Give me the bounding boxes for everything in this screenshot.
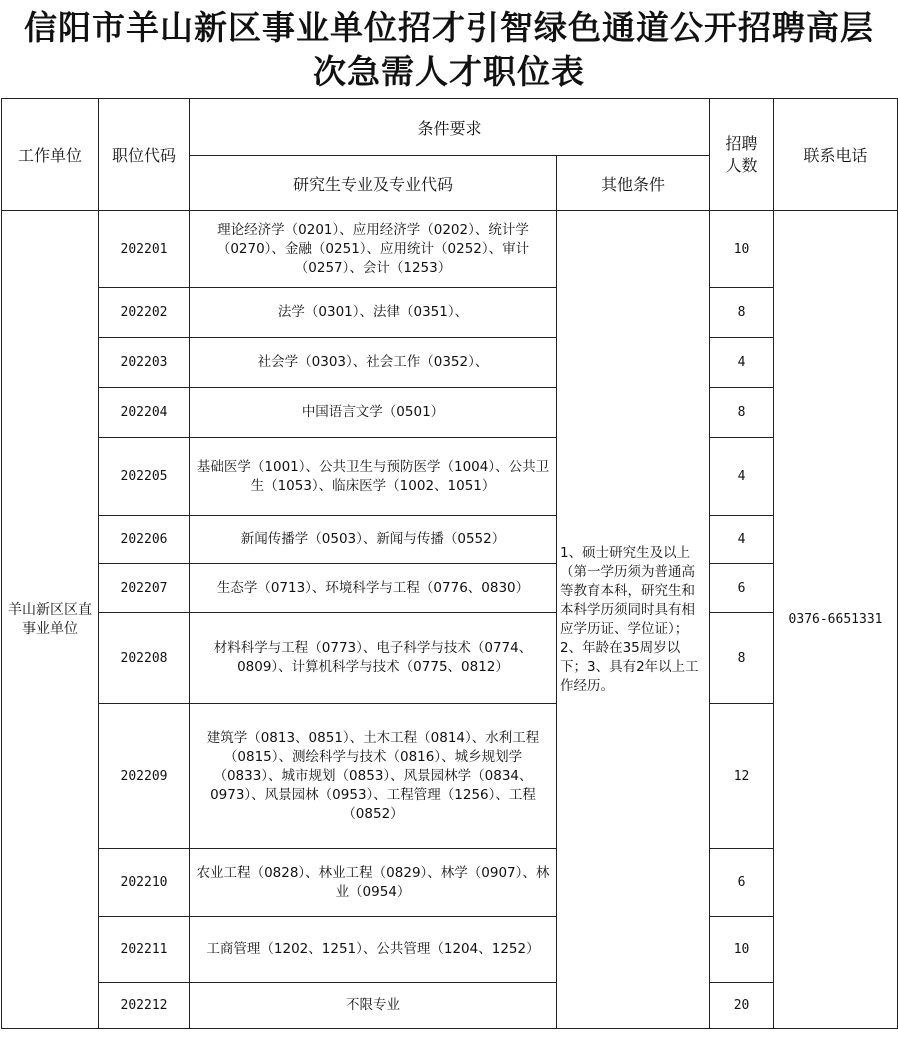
position-code: 202201 — [99, 211, 190, 288]
count-cell: 4 — [710, 516, 774, 564]
table-row — [2, 211, 898, 288]
count-cell: 6 — [710, 849, 774, 917]
count-cell: 8 — [710, 288, 774, 338]
count-cell: 4 — [710, 438, 774, 516]
table-row — [2, 564, 898, 613]
table-row — [2, 288, 898, 338]
major-cell: 建筑学（0813、0851）、土木工程（0814）、水利工程（0815）、测绘科学与技术（0816）、城乡规划学（0833）、城市规划（0853）、风景园林学（0834、0973）、风景园林（0953）、工程管理（1256）、工程（0852） — [190, 704, 557, 849]
table-row — [2, 917, 898, 983]
major-cell: 理论经济学（0201）、应用经济学（0202）、统计学（0270）、金融（0251）、应用统计（0252）、审计（0257）、会计（1253） — [190, 211, 557, 288]
position-code: 202206 — [99, 516, 190, 564]
table-row — [2, 516, 898, 564]
table-row — [2, 704, 898, 849]
table-row — [2, 388, 898, 438]
header-unit: 工作单位 — [2, 99, 99, 211]
header-other: 其他条件 — [557, 156, 710, 211]
major-cell: 农业工程（0828）、林业工程（0829）、林学（0907）、林业（0954） — [190, 849, 557, 917]
header-code: 职位代码 — [99, 99, 190, 211]
header-conditions: 条件要求 — [190, 99, 710, 156]
position-code: 202205 — [99, 438, 190, 516]
position-code: 202208 — [99, 613, 190, 704]
phone-cell: 0376-6651331 — [774, 211, 898, 1029]
title-line-1: 信阳市羊山新区事业单位招才引智绿色通道公开招聘高层 — [24, 8, 874, 47]
table-row — [2, 983, 898, 1029]
title-line-2: 次急需人才职位表 — [313, 52, 585, 91]
count-cell: 10 — [710, 917, 774, 983]
position-code: 202209 — [99, 704, 190, 849]
position-code: 202204 — [99, 388, 190, 438]
major-cell: 法学（0301）、法律（0351）、 — [190, 288, 557, 338]
other-conditions-cell: 1、硕士研究生及以上（第一学历须为普通高等教育本科，研究生和本科学历须同时具有相应学历证、学位证）；2、年龄在35周岁以下；3、具有2年以上工作经历。 — [557, 211, 710, 1029]
count-cell: 4 — [710, 338, 774, 388]
position-code: 202202 — [99, 288, 190, 338]
count-cell: 12 — [710, 704, 774, 849]
count-cell: 20 — [710, 983, 774, 1029]
header-phone: 联系电话 — [774, 99, 898, 211]
major-cell: 新闻传播学（0503）、新闻与传播（0552） — [190, 516, 557, 564]
count-cell: 10 — [710, 211, 774, 288]
header-count: 招聘人数 — [710, 99, 774, 211]
count-cell: 6 — [710, 564, 774, 613]
major-cell: 社会学（0303）、社会工作（0352）、 — [190, 338, 557, 388]
table-row — [2, 438, 898, 516]
header-major: 研究生专业及专业代码 — [190, 156, 557, 211]
position-code: 202212 — [99, 983, 190, 1029]
unit-cell: 羊山新区区直事业单位 — [2, 211, 99, 1029]
major-cell: 生态学（0713）、环境科学与工程（0776、0830） — [190, 564, 557, 613]
count-cell: 8 — [710, 388, 774, 438]
major-cell: 材料科学与工程（0773）、电子科学与技术（0774、0809）、计算机科学与技术（0775、0812） — [190, 613, 557, 704]
document-title — [0, 6, 898, 94]
table-row — [2, 849, 898, 917]
position-table — [1, 98, 898, 1029]
position-code: 202211 — [99, 917, 190, 983]
table-row — [2, 613, 898, 704]
count-cell: 8 — [710, 613, 774, 704]
major-cell: 中国语言文学（0501） — [190, 388, 557, 438]
position-code: 202210 — [99, 849, 190, 917]
position-code: 202207 — [99, 564, 190, 613]
major-cell: 工商管理（1202、1251）、公共管理（1204、1252） — [190, 917, 557, 983]
major-cell: 基础医学（1001）、公共卫生与预防医学（1004）、公共卫生（1053）、临床医学（1002、1051） — [190, 438, 557, 516]
major-cell: 不限专业 — [190, 983, 557, 1029]
table-row — [2, 338, 898, 388]
position-code: 202203 — [99, 338, 190, 388]
